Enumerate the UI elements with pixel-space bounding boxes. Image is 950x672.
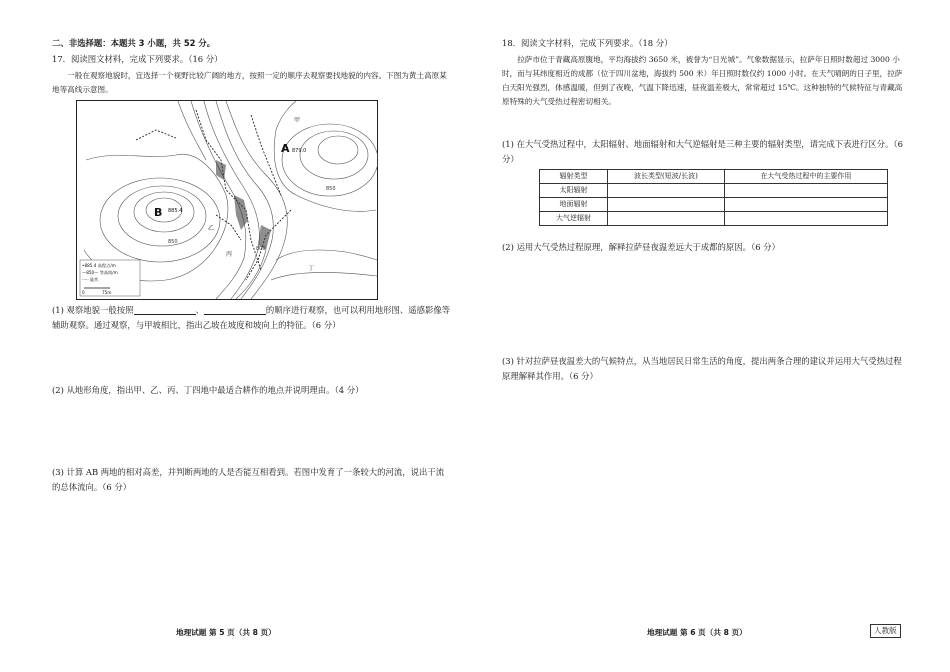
- answer-cell[interactable]: [607, 198, 724, 212]
- answer-cell[interactable]: [607, 184, 724, 198]
- q18-title: 18．阅读文字材料，完成下列要求。（18 分）: [502, 38, 673, 48]
- answer-blank-2[interactable]: [204, 305, 266, 315]
- answer-cell[interactable]: [724, 198, 887, 212]
- scale-length: 75m: [102, 290, 112, 295]
- edition-badge: 人教版: [870, 624, 901, 638]
- table-header-type: 辐射类型: [540, 170, 608, 184]
- q17-part1-rest: 的顺序进行观察，也可以利用地形图、遥感影像等辅助观察。通过观察，与甲坡相比，指出乙坡在坡度和坡向上的特征。（6 分）: [52, 305, 451, 330]
- map-label-a: A: [281, 142, 290, 155]
- q18-intro: 拉萨市位于青藏高原腹地，平均海拔约 3650 米，被誉为“日光城”。气象数据显示，拉萨年日照时数超过 3000 小时，而与其纬度相近的成都（位于四川盆地，海拔约 500 米）年日照时数仅约 1000 小时。在天气晴朗的日子里，拉萨白天阳光强烈，体感温暖，但到了夜晚，气温下降迅速，昼夜温差极大，常常超过 15℃。这种独特的气候特征与青藏高原特殊的大气受热过程密切相关。: [502, 55, 903, 107]
- right-page-footer: 地理试题 第 6 页（共 8 页）: [647, 628, 747, 637]
- table-header-wavelength: 波长类型(短波/长波): [607, 170, 724, 184]
- map-label-ding: 丁: [308, 265, 315, 272]
- answer-cell[interactable]: [607, 212, 724, 226]
- table-row: [540, 184, 888, 198]
- contour-label-850-a: 850: [326, 186, 336, 192]
- legend-point: •885.4 高程点/m: [82, 263, 116, 268]
- answer-cell[interactable]: [724, 212, 887, 226]
- q18-part2: (2) 运用大气受热过程原理，解释拉萨昼夜温差远大于成都的原因。（6 分）: [502, 242, 780, 252]
- map-label-b-elev: 885.4: [168, 208, 183, 214]
- table-row: [540, 212, 888, 226]
- scale-zero: 0: [82, 290, 85, 295]
- table-cell-solar: 太阳辐射: [540, 184, 608, 198]
- q17-intro: 一般在观察地貌时，宜选择一个视野比较广阔的地方，按照一定的顺序去观察要找地貌的内容。下图为黄土高原某地等高线示意图。: [52, 71, 447, 94]
- contour-label-850-b: 850: [168, 239, 178, 245]
- table-cell-counter: 大气逆辐射: [540, 212, 608, 226]
- map-label-b: B: [154, 206, 163, 219]
- table-header-row: [540, 170, 888, 184]
- contour-map-figure: [76, 100, 378, 300]
- q17-part1: [52, 303, 452, 332]
- map-label-jia: 甲: [294, 117, 301, 124]
- q18-part1: (1) 在大气受热过程中，太阳辐射、地面辐射和大气逆辐射是三种主要的辐射类型，请完成下表进行区分。（6 分）: [502, 139, 903, 165]
- contour-map: [76, 100, 378, 300]
- q17-part2: (2) 从地形角度，指出甲、乙、丙、丁四地中最适合耕作的地点并说明理由。（4 分）: [52, 385, 364, 395]
- legend-gully: ····· 陡坎: [82, 277, 99, 282]
- radiation-table: [539, 169, 888, 226]
- q17-title: 17．阅读图文材料，完成下列要求。（16 分）: [52, 54, 223, 64]
- q17-part3: (3) 计算 AB 两地的相对高差，并判断两地的人是否能互相看到。若图中发育了一条较大的河流，说出干流的总体流向。（6 分）: [52, 467, 445, 492]
- section-heading: 二、非选择题：本题共 3 小题，共 52 分。: [52, 38, 216, 48]
- map-label-yi: 乙: [208, 225, 215, 232]
- q17-part1-sep: 、: [195, 305, 204, 315]
- q17-part1-lead: (1) 观察地貌一般按照: [52, 305, 134, 315]
- table-row: [540, 198, 888, 212]
- answer-cell[interactable]: [724, 184, 887, 198]
- contour-label-800: 800: [256, 246, 266, 252]
- answer-blank-1[interactable]: [134, 305, 196, 315]
- table-cell-ground: 地面辐射: [540, 198, 608, 212]
- table-header-role: 在大气受热过程中的主要作用: [724, 170, 887, 184]
- left-page-footer: 地理试题 第 5 页（共 8 页）: [176, 628, 276, 637]
- q18-part3: (3) 针对拉萨昼夜温差大的气候特点，从当地居民日常生活的角度，提出两条合理的建议并运用大气受热过程原理解释其作用。（6 分）: [502, 356, 902, 381]
- legend-contour: —850— 等高线/m: [82, 270, 118, 275]
- map-label-a-elev: 879.0: [292, 148, 307, 154]
- map-label-bing: 丙: [226, 251, 233, 258]
